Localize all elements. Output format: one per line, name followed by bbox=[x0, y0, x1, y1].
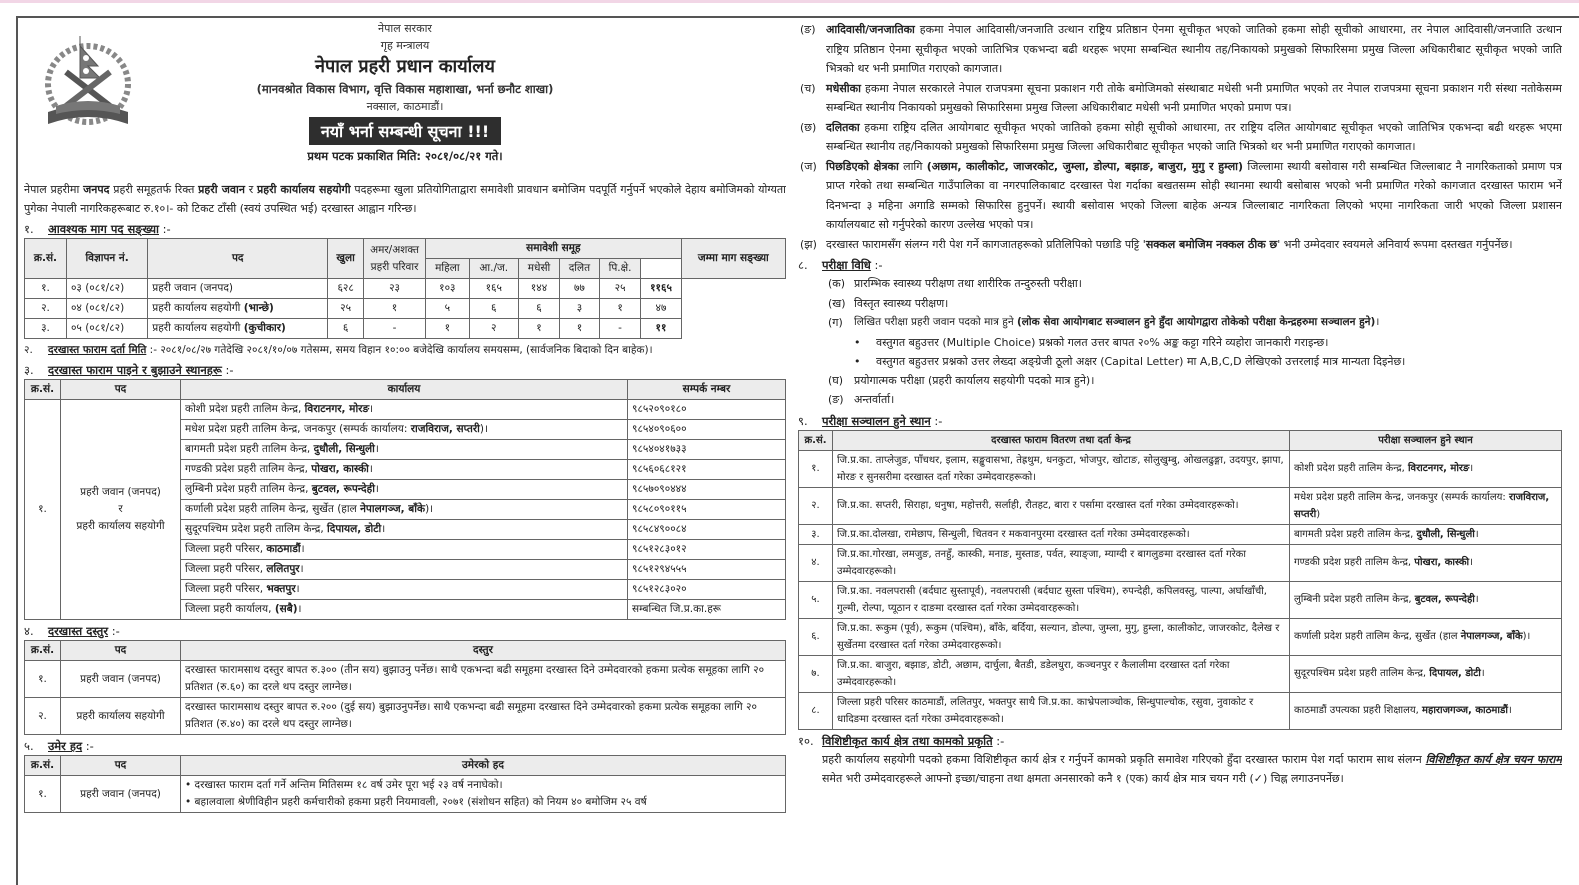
notice-banner: नयाँ भर्ना सम्बन्धी सूचना !!! bbox=[309, 117, 501, 145]
gov-name: नेपाल सरकार bbox=[378, 22, 432, 35]
col-total: जम्मा माग सङ्ख्या bbox=[681, 239, 785, 279]
table-row: जिल्ला प्रहरी परिसर, काठमाडौं। ९८५१२८३०१२ bbox=[25, 540, 786, 560]
table-row: जिल्ला प्रहरी परिसर, ललितपुर। ९८५१२९४५५५ bbox=[25, 560, 786, 580]
table-row: २. ०४ (०८१/८२) प्रहरी कार्यालय सहयोगी (भान्छे) २५ १ ५ ६ ६ ३ १ ४७ bbox=[25, 299, 786, 319]
vacancy-table bbox=[24, 238, 786, 339]
col-post: पद bbox=[148, 239, 328, 279]
col-aaja: आ./ज. bbox=[469, 259, 518, 279]
col-pk: पि.क्षे. bbox=[599, 259, 641, 279]
table-row: कर्णाली प्रदेश प्रहरी तालिम केन्द्र, सुर्खेत (हाल नेपालगञ्ज, बाँके)। ९८५८०९०११५ bbox=[25, 500, 786, 520]
table-row: ४. जि.प्र.का.गोरखा, लमजुङ, तनहुँ, कास्की, मनाङ, मुस्ताङ, पर्वत, स्याङ्जा, म्याग्दी र बागलुङमा दरखास्त दर्ता गरेका उम्मेदवारहरूको। गण्डकी प्रदेश प्रहरी तालिम केन्द्र, पोखरा, कास्की। bbox=[799, 544, 1562, 581]
col-madhesi: मधेसी bbox=[518, 259, 559, 279]
table-row: १. प्रहरी जवान (जनपद) र प्रहरी कार्यालय सहयोगी कोशी प्रदेश प्रहरी तालिम केन्द्र, विराटनगर, मोरङ। ९८५२०९०१८० bbox=[25, 400, 786, 420]
table-row: सुदूरपश्चिम प्रदेश प्रहरी तालिम केन्द्र, दिपायल, डोटी। ९८५८४९००८४ bbox=[25, 520, 786, 540]
section-1-heading: १. आवश्यक माग पद सङ्ख्या :- bbox=[24, 222, 171, 236]
list-item: (झ) दरखास्त फारामसँग संलग्न गरी पेश गर्ने कागजातहरूको प्रतिलिपिको पछाडि पट्टि 'सक्कल बमोजिम नक्कल ठीक छ' भनी उम्मेदवार स्वयमले अनिवार्य रूपमा दस्तखत गर्नुपर्नेछ। bbox=[800, 237, 1513, 251]
right-column bbox=[798, 20, 1562, 885]
section-5-heading: ५. उमेर हद :- bbox=[24, 739, 94, 753]
section-8-heading: ८. परीक्षा विधि :- bbox=[798, 258, 883, 272]
list-item: (ख) विस्तृत स्वास्थ्य परीक्षण। bbox=[828, 296, 949, 310]
bullet-item: • वस्तुगत बहुउत्तर (Multiple Choice) प्रश्नको गलत उत्तर बापत २०% अङ्क कट्टा गरिने व्यहोरा जानकारी गराइन्छ। bbox=[854, 335, 1329, 349]
section-10-text: प्रहरी कार्यालय सहयोगी पदको हकमा विशिष्टीकृत कार्य क्षेत्र र गर्नुपर्ने कामको प्रकृति समावेश गरिएको हुँदा दरखास्त फाराम पेश गर्दा फाराम साथ संलग्न विशिष्टीकृत कार्य क्षेत्र चयन फाराम समेत भरी उम्मेदवारहरूले आफ्नो इच्छा/चाहना तथा क्षमता अनसारको कनै १ (एक) कार्य क्षेत्र मात्र चयन गरी (✓) चिह्न लगाउनपर्नेछ। bbox=[822, 752, 1562, 785]
table-row: लुम्बिनी प्रदेश प्रहरी तालिम केन्द्र, बुटवल, रूपन्देही। ९८५७०९०४४४ bbox=[25, 480, 786, 500]
section-9-heading: ९. परीक्षा सञ्चालन हुने स्थान :- bbox=[798, 413, 943, 428]
table-row: ३. ०५ (०८१/८२) प्रहरी कार्यालय सहयोगी (कुचीकार) ६ - १ २ १ १ - ११ bbox=[25, 319, 786, 339]
table-row: ५. जि.प्र.का. नवलपरासी (बर्दघाट सुस्तापूर्व), नवलपरासी (बर्दघाट सुस्ता पश्चिम), रुपन्देही, कपिलवस्तु, पाल्पा, अर्घाखाँची, गुल्मी, रोल्पा, प्यूठान र दाङमा दरखास्त दर्ता गरेका उम्मेदवारहरूको। लुम्बिनी प्रदेश प्रहरी तालिम केन्द्र, बुटवल, रूपन्देही। bbox=[799, 581, 1562, 618]
list-item: (ग) लिखित परीक्षा प्रहरी जवान पदको मात्र हुने (लोक सेवा आयोगबाट सञ्चालन हुने हुँदा आयोगद्वारा तोकेको परीक्षा केन्द्रहरुमा सञ्चालन हुने)। bbox=[828, 316, 1380, 329]
left-column bbox=[24, 20, 786, 885]
col-women: महिला bbox=[426, 259, 470, 279]
ministry-name: गृह मन्त्रालय bbox=[380, 39, 430, 52]
col-dalit: दलित bbox=[560, 259, 600, 279]
table-row: १. प्रहरी जवान (जनपद) दरखास्त फारामसाथ दस्तुर बापत रु.३०० (तीन सय) बुझाउनु पर्नेछ। साथै एकभन्दा बढी समूहमा दरखास्त दिने उम्मेदवारको हकमा प्रत्येक समूहका लागि २० प्रतिशत (रु.६०) का दरले थप दस्तुर लाग्नेछ। bbox=[25, 661, 786, 698]
table-row: २. प्रहरी कार्यालय सहयोगी दरखास्त फारामसाथ दस्तुर बापत रु.२०० (दुई सय) बुझाउनुपर्नेछ। साथै एकभन्दा बढी समूहमा दरखास्त दिने उम्मेदवारको हकमा प्रत्येक समूहका लागि २० प्रतिशत (रु.४०) का दरले थप दस्तुर लाग्नेछ। bbox=[25, 698, 786, 735]
table-row: ८. जिल्ला प्रहरी परिसर काठमाडौं, ललितपुर, भक्तपुर साथै जि.प्र.का. काभ्रेपलाञ्चोक, सिन्धुपाल्चोक, रसुवा, नुवाकोट र धादिङमा दरखास्त दर्ता गरेका उम्मेदवारहरूको। काठमाडौं उपत्यका प्रहरी शिक्षालय, महाराजगञ्ज, काठमाडौं। bbox=[799, 692, 1562, 729]
bullet-item: • वस्तुगत बहुउत्तर प्रश्नको उत्तर लेख्दा अङ्ग्रेजी ठूलो अक्षर (Capital Letter) मा A,B,C,D लेखिएको उत्तरलाई मात्र मान्यता दिइनेछ। bbox=[854, 354, 1406, 368]
section-4-heading: ४. दरखास्त दस्तुर :- bbox=[24, 624, 120, 638]
table-row: १. जि.प्र.का. ताप्लेजुङ, पाँचथर, इलाम, सङ्खुवासभा, तेह्रथुम, धनकुटा, भोजपुर, खोटाङ, सोलुखुम्बु, ओखलढुङ्गा, उदयपुर, झापा, मोरङ र सुनसरीमा दरखास्त दर्ता गरेका उम्मेदवारहरूको। कोशी प्रदेश प्रहरी तालिम केन्द्र, विराटनगर, मोरङ। bbox=[799, 450, 1562, 487]
department-name: (मानवश्रोत विकास विभाग, वृत्ति विकास महाशाखा, भर्ना छनौट शाखा) bbox=[256, 82, 554, 96]
table-row: १. प्रहरी जवान (जनपद) • दरखास्त फाराम दर्ता गर्ने अन्तिम मितिसम्म १८ वर्ष उमेर पूरा भई २३ वर्ष ननाघेको। • बहालवाला श्रेणीविहीन प्रहरी कर्मचारीको हकमा प्रहरी नियमावली, २०७१ (संशोधन सहित) को नियम ४० बमोजिम २५ वर्ष bbox=[25, 776, 786, 813]
table-row: १. ०३ (०८१/८२) प्रहरी जवान (जनपद) ६२८ २३ १०३ १६५ १४४ ७७ २५ ११६५ bbox=[25, 279, 786, 299]
col-amar: अमर/अशक्त प्रहरी परिवार bbox=[364, 239, 426, 279]
list-item: (छ) दलितका हकमा राष्ट्रिय दलित आयोगबाट सूचीकृत भएको जातिको हकमा सोही सूचीको आधारमा, तर राष्ट्रिय दलित आयोगबाट सूचीकृत भएको जातिभित्र एकभन्दा बढी थरहरू भएमा सम्बन्धित स्थानीय तह/निकायको प्रमुखको सिफारिसमा प्रमुख जिल्ला अधिकारीबाट सूचीकृत भएको जाति भित्रको थर भनी प्रमाणित गराएको कागजात। bbox=[800, 120, 1562, 153]
section-3-heading: ३. दरखास्त फाराम पाइने र बुझाउने स्थानहरू :- bbox=[24, 363, 234, 377]
table-row: मधेश प्रदेश प्रहरी तालिम केन्द्र, जनकपुर (सम्पर्क कार्यालय: राजविराज, सप्तरी)। ९८५४०९०६०० bbox=[25, 420, 786, 440]
table-row: बागमती प्रदेश प्रहरी तालिम केन्द्र, दुधौली, सिन्धुली। ९८५४०४१७३३ bbox=[25, 440, 786, 460]
table-row: जिल्ला प्रहरी परिसर, भक्तपुर। ९८५१२८३०२० bbox=[25, 580, 786, 600]
nepal-police-emblem-icon bbox=[30, 26, 146, 134]
col-open: खुला bbox=[328, 239, 364, 279]
col-adv: विज्ञापन नं. bbox=[66, 239, 147, 279]
list-item: (च) मधेसीका हकमा नेपाल सरकारले नेपाल राजपत्रमा सूचना प्रकाशन गरी तोके बमोजिमको संस्थाबाट मधेसी भनी प्रमाणित भएको तर नेपाल राजपत्रमा सूचना प्रकाशन गरी संस्था नतोकेसम्म सम्बन्धित स्थानीय निकायको प्रमुखको सिफारिसमा प्रमुख जिल्ला अधिकारीबाट मधेसी भनी प्रमाणित भएको प्रमाण पत्र। bbox=[800, 81, 1562, 114]
table-row: जिल्ला प्रहरी कार्यालय, (सबै)। सम्बन्धित जि.प्र.का.हरू bbox=[25, 600, 786, 620]
notice-header bbox=[24, 20, 786, 180]
table-row: गण्डकी प्रदेश प्रहरी तालिम केन्द्र, पोखरा, कास्की। ९८५६०६८१२१ bbox=[25, 460, 786, 480]
list-item: (ज) पिछडिएको क्षेत्रका लागि (अछाम, कालीकोट, जाजरकोट, जुम्ला, डोल्पा, बझाङ, बाजुरा, मुगु र हुम्ला) जिल्लामा स्थायी बसोवास गरी सम्बन्धित जिल्लाबाट नै नागरिकताको प्रमाण पत्र प्राप्त गरेको तथा सम्बन्धित गाउँपालिका वा नगरपालिकाबाट दरखास्त पेश गर्दाका बखतसम्म सोही स्थानमा स्थायी बसोबास भएको भनी प्रमाणित गरेको कागजात दरखास्त फाराम भर्ने दिनभन्दा ३ महिना अगाडि सम्मको सिफारिस हुनुपर्ने। स्थायी बसोवास भएको जिल्ला बाहेक अन्यत्र जिल्लाबाट नागरिकता लिएको भएमा नागरिकता जारी भएको जिल्ला प्रशासन कार्यालयबाट सो गर्नुपरेको कारण उल्लेख भएको पत्र। bbox=[800, 159, 1562, 231]
list-item: (ङ) आदिवासी/जनजातिका हकमा नेपाल आदिवासी/जनजाति उत्थान राष्ट्रिय प्रतिष्ठान ऐनमा सूचीकृत भएको जातिको हकमा सोही सूचीको आधारमा, तर नेपाल आदिवासी/जनजाति उत्थान राष्ट्रिय प्रतिष्ठान ऐनमा सूचीकृत भएको जातिभित्र एकभन्दा बढी थरहरू भएमा सम्बन्धित स्थानीय तह/निकायको प्रमुखको सिफारिसमा प्रमुख जिल्ला अधिकारीबाट सूचीकृत भएको जाति भित्रको थर भनी प्रमाणित गराएको कागजात। bbox=[800, 23, 1562, 75]
col-sn: क्र.सं. bbox=[25, 239, 67, 279]
table-row: ७. जि.प्र.का. बाजुरा, बझाङ, डोटी, अछाम, दार्चुला, बैतडी, डडेलधुरा, कञ्चनपुर र कैलालीमा दरखास्त दर्ता गरेका उम्मेदवारहरूको। सुदूरपश्चिम प्रदेश प्रहरी तालिम केन्द्र, दिपायल, डोटी। bbox=[799, 655, 1562, 692]
age-limit-table: क्र.सं. पद उमेरको हद १. प्रहरी जवान (जनपद) • दरखास्त फाराम दर्ता गर्ने अन्तिम मितिसम्म १८ वर्ष उमेर पूरा भई २३ वर्ष ननाघेको। • बहालवाला श्रेणीविहीन प्रहरी कर्मचारीको हकमा प्रहरी नियमावली, २०७१ (संशोधन सहित) को नियम ४० बमोजिम २५ वर्ष bbox=[24, 755, 786, 813]
section-10-heading: १०. विशिष्टीकृत कार्य क्षेत्र तथा कामको प्रकृति :- bbox=[798, 733, 1005, 748]
publication-date: प्रथम पटक प्रकाशित मिति: २०८१/०८/२१ गते। bbox=[307, 149, 503, 163]
office-address: नक्साल, काठमाडौं। bbox=[366, 100, 444, 113]
fee-table: क्र.सं. पद दस्तुर १. प्रहरी जवान (जनपद) दरखास्त फारामसाथ दस्तुर बापत रु.३०० (तीन सय) बुझाउनु पर्नेछ। साथै एकभन्दा बढी समूहमा दरखास्त दिने उम्मेदवारको हकमा प्रत्येक समूहका लागि २० प्रतिशत (रु.६०) का दरले थप दस्तुर लाग्नेछ। २. प्रहरी कार्यालय सहयोगी दरखास्त फारामसाथ दस्तुर बापत रु.२०० (दुई सय) बुझाउनुपर्नेछ। साथै एकभन्दा बढी समूहमा दरखास्त दिने उम्मेदवारको हकमा प्रत्येक समूहका लागि २० प्रतिशत (रु.४०) का दरले थप दस्तुर लाग्नेछ। bbox=[24, 640, 786, 735]
table-row: ३. जि.प्र.का.दोलखा, रामेछाप, सिन्धुली, चितवन र मकवानपुरमा दरखास्त दर्ता गरेका उम्मेदवारहरूको। बागमती प्रदेश प्रहरी तालिम केन्द्र, दुधौली, सिन्धुली। bbox=[799, 524, 1562, 544]
office-title: नेपाल प्रहरी प्रधान कार्यालय bbox=[315, 56, 495, 77]
list-item: (क) प्रारम्भिक स्वास्थ्य परीक्षण तथा शारीरिक तन्दुरुस्ती परीक्षा। bbox=[828, 277, 1082, 290]
col-inclusive: समावेशी समूह bbox=[426, 239, 682, 259]
intro-paragraph: नेपाल प्रहरीमा जनपद प्रहरी समूहतर्फ रिक्त प्रहरी जवान र प्रहरी कार्यालय सहयोगी पदहरूमा खुला प्रतियोगिताद्वारा समावेशी प्रावधान बमोजिम पदपूर्ति गर्नुपर्ने भएकोले देहाय बमोजिमको योग्यता पुगेका नेपाली नागरिकहरूबाट रु.१०।- को टिकट टाँसी (स्वयं उपस्थित भई) दरखास्त आह्वान गरिन्छ। bbox=[24, 183, 786, 215]
section-2-heading: २. दरखास्त फाराम दर्ता मिति :- २०८१/०८/२७ गतेदेखि २०८१/१०/०७ गतेसम्म, समय विहान १०:०० बजेदेखि कार्यालय समयसम्म, (सार्वजनिक बिदाको दिन बाहेक)। bbox=[24, 344, 653, 356]
top-accent-line bbox=[0, 0, 1579, 3]
table-row: २. जि.प्र.का. सप्तरी, सिराहा, धनुषा, महोत्तरी, सर्लाही, रौतहट, बारा र पर्सामा दरखास्त दर्ता गरेका उम्मेदवारहरूको। मधेश प्रदेश प्रहरी तालिम केन्द्र, जनकपुर (सम्पर्क कार्यालय: राजविराज, सप्तरी) bbox=[799, 487, 1562, 524]
list-item: (ङ) अन्तर्वार्ता। bbox=[828, 393, 895, 406]
list-item: (घ) प्रयोगात्मक परीक्षा (प्रहरी कार्यालय सहयोगी पदको मात्र हुने)। bbox=[828, 373, 1095, 387]
table-row: ६. जि.प्र.का. रूकुम (पूर्व), रूकुम (पश्चिम), बाँके, बर्दिया, सल्यान, डोल्पा, जुम्ला, मुगु, हुम्ला, कालीकोट, जाजरकोट, दैलेख र सुर्खेतमा दरखास्त दर्ता गरेका उम्मेदवारहरूको। कर्णाली प्रदेश प्रहरी तालिम केन्द्र, सुर्खेत (हाल नेपालगञ्ज, बाँके)। bbox=[799, 618, 1562, 655]
application-centers-table: क्र.सं. पद कार्यालय सम्पर्क नम्बर १. प्रहरी जवान (जनपद) र प्रहरी कार्यालय सहयोगी कोशी प्रदेश प्रहरी तालिम केन्द्र, विराटनगर, मोरङ। ९८५२०९०१८० मधेश प्रदेश प्रहरी तालिम केन्द्र, जनकपुर (सम्पर्क कार्यालय: राजविराज, सप्तरी)। ९८५४०९०६०० बागमती प्रदेश प्रहरी तालिम केन्द्र, दुधौली, सिन्धुली। ९८५४०४१७३३ गण्डकी प्रदेश प्रहरी तालिम केन्द्र, पोखरा, कास्की। ९८५६०६८१२१ लुम्बिनी प्रदेश प्रहरी तालिम केन्द्र, बुटवल, रूपन्देही। ९८५७०९०४४४ कर्णाली प्रदेश प्रहरी तालिम केन्द्र, सुर्खेत (हाल नेपालगञ्ज, बाँके)। ९८५८०९०११५ सुदूरपश्चिम प्रदेश प्रहरी तालिम केन्द्र, दिपायल, डोटी। ९८५८४९००८४ जिल्ला प्रहरी परिसर, काठमाडौं। ९८५१२८३०१२ जिल्ला प्रहरी परिसर, ललितपुर। ९८५१२९४५५५ जिल्ला प्रहरी परिसर, भक्तपुर। ९८५१२८३०२० जिल्ला प्रहरी कार्यालय, (सबै)। सम्बन्धित जि.प्र.का.हरू bbox=[24, 379, 786, 620]
post-cell: प्रहरी जवान (जनपद) र प्रहरी कार्यालय सहयोगी bbox=[61, 400, 181, 620]
exam-venue-table: क्र.सं. दरखास्त फाराम वितरण तथा दर्ता केन्द्र परीक्षा सञ्चालन हुने स्थान १. जि.प्र.का. ताप्लेजुङ, पाँचथर, इलाम, सङ्खुवासभा, तेह्रथुम, धनकुटा, भोजपुर, खोटाङ, सोलुखुम्बु, ओखलढुङ्गा, उदयपुर, झापा, मोरङ र सुनसरीमा दरखास्त दर्ता गरेका उम्मेदवारहरूको। कोशी प्रदेश प्रहरी तालिम केन्द्र, विराटनगर, मोरङ। २. जि.प्र.का. सप्तरी, सिराहा, धनुषा, महोत्तरी, सर्लाही, रौतहट, बारा र पर्सामा दरखास्त दर्ता गरेका उम्मेदवारहरूको। मधेश प्रदेश प्रहरी तालिम केन्द्र, जनकपुर (सम्पर्क कार्यालय: राजविराज, सप्तरी) ३. जि.प्र.का.दोलखा, रामेछाप, सिन्धुली, चितवन र मकवानपुरमा दरखास्त दर्ता गरेका उम्मेदवारहरूको। बागमती प्रदेश प्रहरी तालिम केन्द्र, दुधौली, सिन्धुली। ४. जि.प्र.का.गोरखा, लमजुङ, तनहुँ, कास्की, मनाङ, मुस्ताङ, पर्वत, स्याङ्जा, म्याग्दी र बागलुङमा दरखास्त दर्ता गरेका उम्मेदवारहरूको। गण्डकी प्रदेश प्रहरी तालिम केन्द्र, पोखरा, कास्की। ५. जि.प्र.का. नवलपरासी (बर्दघाट सुस्तापूर्व), नवलपरासी (बर्दघाट सुस्ता पश्चिम), रुपन्देही, कपिलवस्तु, पाल्पा, अर्घाखाँची, गुल्मी, रोल्पा, प्यूठान र दाङमा दरखास्त दर्ता गरेका उम्मेदवारहरूको। लुम्बिनी प्रदेश प्रहरी तालिम केन्द्र, बुटवल, रूपन्देही। ६. जि.प्र.का. रूकुम (पूर्व), रूकुम (पश्चिम), बाँके, बर्दिया, सल्यान, डोल्पा, जुम्ला, मुगु, हुम्ला, कालीकोट, जाजरकोट, दैलेख र सुर्खेतमा दरखास्त दर्ता गरेका उम्मेदवारहरूको। कर्णाली प्रदेश प्रहरी तालिम केन्द्र, सुर्खेत (हाल नेपालगञ्ज, बाँके)। ७. जि.प्र.का. बाजुरा, बझाङ, डोटी, अछाम, दार्चुला, बैतडी, डडेलधुरा, कञ्चनपुर र कैलालीमा दरखास्त दर्ता गरेका उम्मेदवारहरूको। सुदूरपश्चिम प्रदेश प्रहरी तालिम केन्द्र, दिपायल, डोटी। ८. जिल्ला प्रहरी परिसर काठमाडौं, ललितपुर, भक्तपुर साथै जि.प्र.का. काभ्रेपलाञ्चोक, सिन्धुपाल्चोक, रसुवा, नुवाकोट र धादिङमा दरखास्त दर्ता गरेका उम्मेदवारहरूको। काठमाडौं उपत्यका प्रहरी शिक्षालय, महाराजगञ्ज, काठमाडौं। bbox=[798, 430, 1562, 730]
